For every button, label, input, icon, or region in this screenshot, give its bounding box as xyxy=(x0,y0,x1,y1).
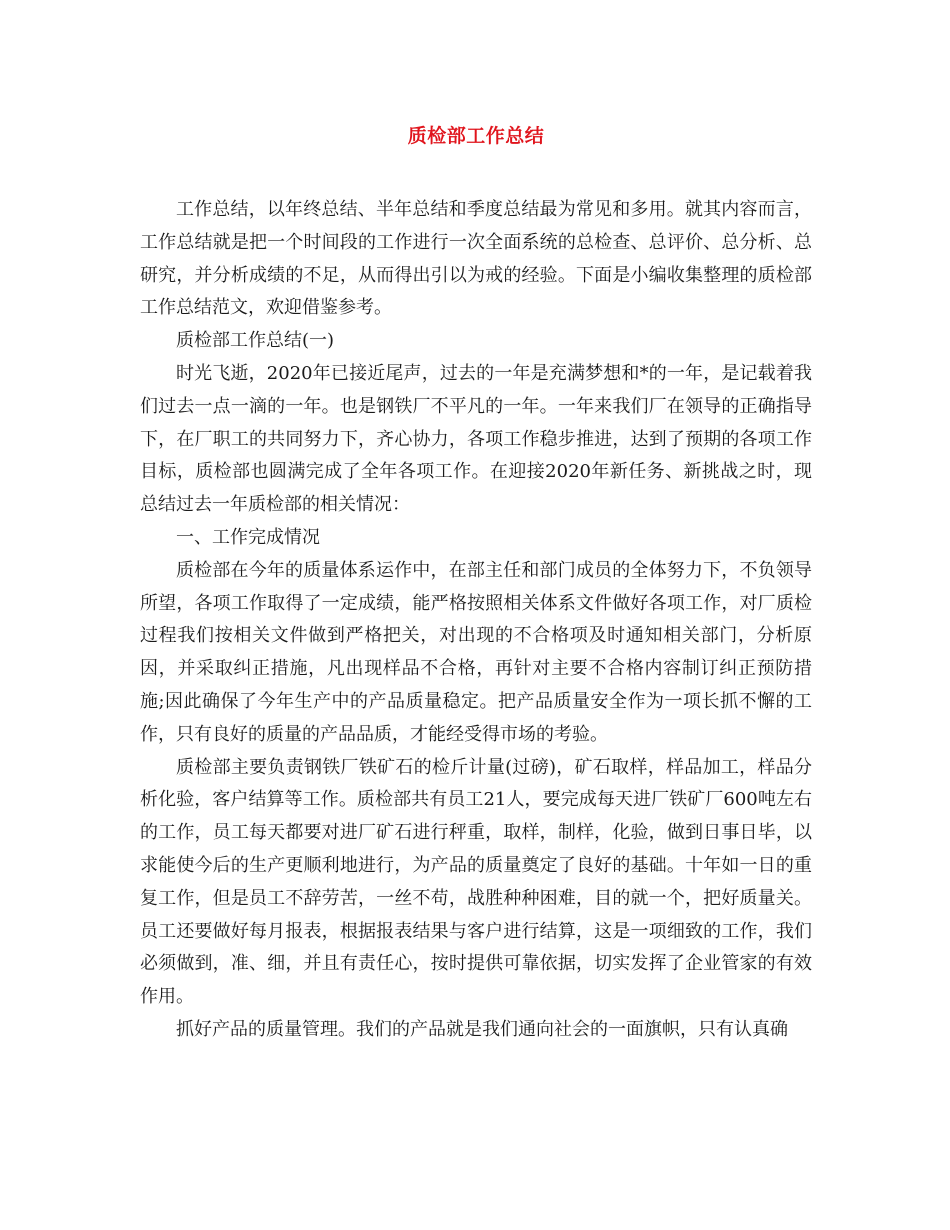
section-heading-summary-1: 质检部工作总结(一) xyxy=(176,330,335,352)
document-body xyxy=(140,194,812,1047)
document-title: 质检部工作总结 xyxy=(407,125,545,147)
paragraph-intro: 工作总结，以年终总结、半年总结和季度总结最为常见和多用。就其内容而言，工作总结就是把一个时间段的工作进行一次全面系统的总检查、总评价、总分析、总研究，并分析成绩的不足，从而得出引以为戒的经验。下面是小编收集整理的质检部工作总结范文，欢迎借鉴参考。 xyxy=(140,199,812,319)
paragraph-overview: 时光飞逝，2020年已接近尾声，过去的一年是充满梦想和*的一年，是记载着我们过去一点一滴的一年。也是钢铁厂不平凡的一年。一年来我们厂在领导的正确指导下，在厂职工的共同努力下，齐心协力，各项工作稳步推进，达到了预期的各项工作目标，质检部也圆满完成了全年各项工作。在迎接2020年新任务、新挑战之时，现总结过去一年质检部的相关情况： xyxy=(140,362,812,516)
paragraph-responsibilities: 质检部主要负责钢铁厂铁矿石的检斤计量(过磅)，矿石取样，样品加工，样品分析化验，客户结算等工作。质检部共有员工21人，要完成每天进厂铁矿厂600吨左右的工作，员工每天都要对进厂矿石进行秤重，取样，制样，化验，做到日事日毕，以求能使今后的生产更顺利地进行，为产品的质量奠定了良好的基础。十年如一日的重复工作，但是员工不辞劳苦，一丝不苟，战胜种种困难，目的就一个，把好质量关。员工还要做好每月报表，根据报表结果与客户进行结算，这是一项细致的工作，我们必须做到，准、细，并且有责任心，按时提供可靠依据，切实发挥了企业管家的有效作用。 xyxy=(140,756,812,1008)
paragraph-quality-system: 质检部在今年的质量体系运作中，在部主任和部门成员的全体努力下，不负领导所望，各项工作取得了一定成绩，能严格按照相关体系文件做好各项工作，对厂质检过程我们按相关文件做到严格把关，对出现的不合格项及时通知相关部门，分析原因，并采取纠正措施，凡出现样品不合格，再针对主要不合格内容制订纠正预防措施;因此确保了今年生产中的产品质量稳定。把产品质量安全作为一项长抓不懈的工作，只有良好的质量的产品品质，才能经受得市场的考验。 xyxy=(140,559,812,745)
section-heading-work-completion: 一、工作完成情况 xyxy=(176,526,320,548)
paragraph-quality-management: 抓好产品的质量管理。我们的产品就是我们通向社会的一面旗帜，只有认真确 xyxy=(176,1018,788,1040)
